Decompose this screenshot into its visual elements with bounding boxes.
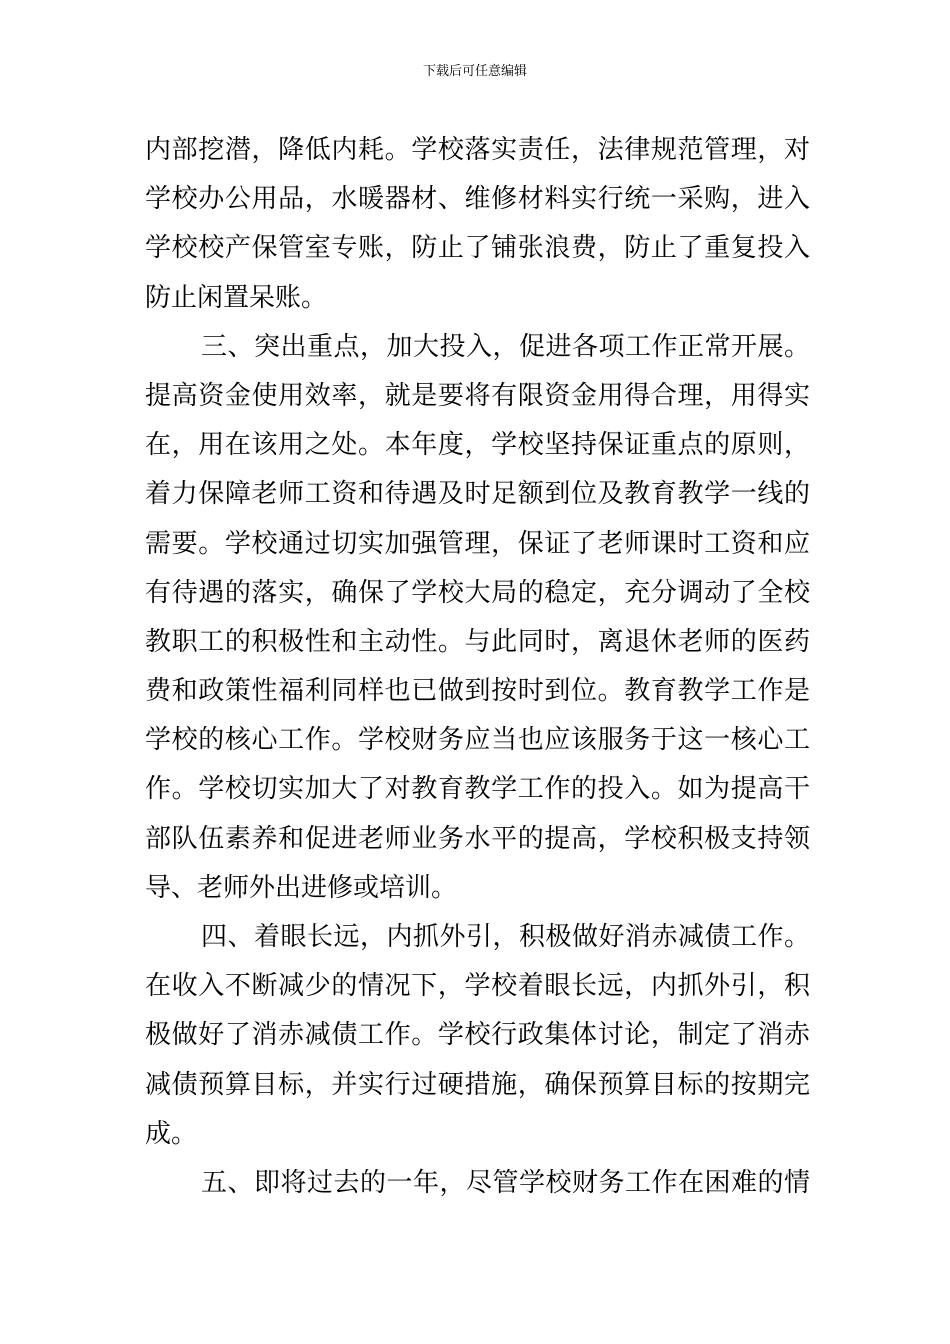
text-line: 五、即将过去的一年，尽管学校财务工作在困难的情 [201, 1167, 810, 1198]
text-line: 极做好了消赤减债工作。学校行政集体讨论，制定了消赤 [145, 1020, 810, 1051]
text-line: 成。 [145, 1118, 198, 1149]
text-line: 在收入不断减少的情况下，学校着眼长远，内抓外引，积 [145, 971, 810, 1002]
text-line: 在，用在该用之处。本年度，学校坚持保证重点的原则， [145, 430, 810, 461]
text-line: 学校办公用品，水暖器材、维修材料实行统一采购，进入 [145, 184, 810, 215]
text-line: 有待遇的落实，确保了学校大局的稳定，充分调动了全校 [145, 577, 810, 608]
paragraph [145, 1159, 810, 1208]
text-line: 内部挖潜，降低内耗。学校落实责任，法律规范管理，对 [145, 135, 810, 165]
text-line: 四、着眼长远，内抓外引，积极做好消赤减债工作。 [201, 922, 810, 952]
text-line: 三、突出重点，加大投入，促进各项工作正常开展。 [201, 331, 810, 362]
text-line: 着力保障老师工资和待遇及时足额到位及教育教学一线的 [145, 479, 810, 510]
paragraph [145, 323, 810, 913]
text-line: 需要。学校通过切实加强管理，保证了老师课时工资和应 [145, 528, 810, 559]
text-line: 防止闲置呆账。 [145, 282, 328, 313]
text-line: 部队伍素养和促进老师业务水平的提高，学校积极支持领 [145, 823, 810, 854]
text-line: 学校校产保管室专账，防止了铺张浪费，防止了重复投入 [145, 233, 810, 264]
page-header: 下载后可任意编辑 [422, 64, 527, 79]
document-body [145, 126, 810, 1208]
text-line: 费和政策性福利同样也已做到按时到位。教育教学工作是 [145, 676, 810, 707]
text-line: 学校的核心工作。学校财务应当也应该服务于这一核心工 [145, 725, 810, 756]
text-line: 导、老师外出进修或培训。 [145, 872, 458, 903]
text-line: 作。学校切实加大了对教育教学工作的投入。如为提高干 [145, 774, 810, 805]
paragraph [145, 126, 810, 323]
text-line: 教职工的积极性和主动性。与此同时，离退休老师的医药 [145, 626, 810, 657]
paragraph [145, 913, 810, 1159]
text-line: 提高资金使用效率，就是要将有限资金用得合理，用得实 [145, 380, 810, 411]
text-line: 减债预算目标，并实行过硬措施，确保预算目标的按期完 [145, 1069, 810, 1100]
